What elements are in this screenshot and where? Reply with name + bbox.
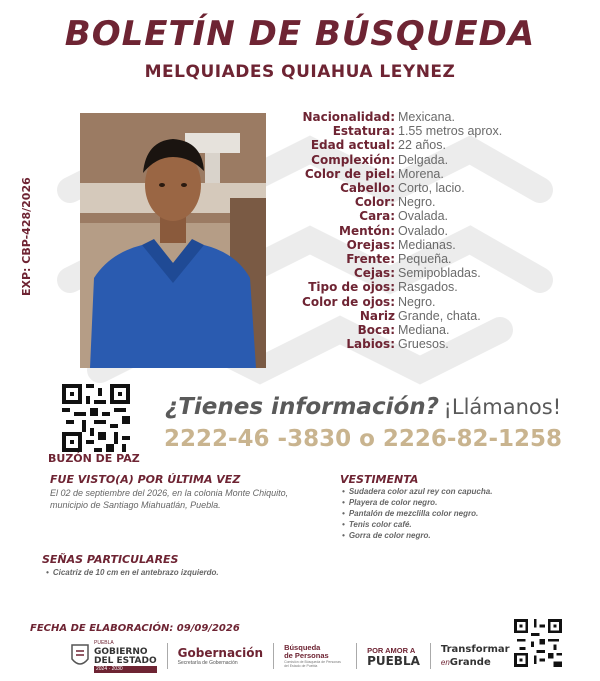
list-item: • Gorra de color negro.	[342, 530, 582, 541]
fact-label: Cara:	[359, 209, 395, 224]
info-question: ¿Tienes información?	[164, 394, 439, 420]
fact-value: Ovalado.	[398, 223, 449, 238]
fact-label: Nacionalidad:	[302, 110, 395, 124]
buzon-label: BUZÓN DE PAZ	[48, 452, 140, 465]
logo4-main: PUEBLA	[367, 654, 420, 668]
logo2-main: Gobernación	[177, 646, 264, 660]
missing-person-name: MELQUIADES QUIAHUA LEYNEZ	[144, 62, 456, 82]
list-item: • Playera de color negro.	[342, 497, 582, 508]
fact-label: Estatura:	[332, 124, 395, 139]
fact-label: Tipo de ojos:	[308, 280, 395, 295]
fact-label: Labios:	[346, 337, 395, 352]
fact-value: Rasgados.	[398, 280, 458, 295]
fact-label: Mentón:	[339, 223, 395, 238]
logo5-sub	[441, 655, 510, 668]
fact-row	[270, 167, 590, 181]
fact-row	[270, 153, 590, 167]
marks-list	[46, 567, 346, 578]
logo5-main: Transformar	[440, 644, 510, 655]
fact-row	[270, 280, 590, 294]
logo1-small: PUEBLA	[94, 640, 114, 646]
busqueda-personas-logo	[284, 644, 346, 668]
por-amor-puebla-logo	[367, 645, 420, 667]
fact-value: Negro.	[398, 294, 436, 309]
last-seen-heading: FUE VISTO(A) POR ÚLTIMA VEZ	[50, 473, 241, 486]
list-item: • Sudadera color azul rey con capucha.	[342, 486, 582, 497]
fact-row	[270, 209, 590, 223]
fact-value: Medianas.	[398, 237, 456, 252]
logo2-sub: Secretaría de Gobernación	[177, 660, 238, 666]
logo3-main: Búsqueda	[284, 643, 321, 652]
transformar-en-grande-logo	[441, 644, 510, 668]
fact-value: Semipobladas.	[398, 266, 481, 281]
fact-value: Mexicana.	[398, 110, 455, 124]
fact-row	[270, 181, 590, 195]
logo-divider	[273, 643, 274, 669]
fact-value: Negro.	[398, 195, 436, 210]
fact-row	[270, 195, 590, 209]
fact-label: Boca:	[357, 323, 395, 338]
fact-label: Cabello:	[340, 181, 395, 196]
fact-row	[270, 323, 590, 337]
last-seen-text: El 02 de septiembre del 2026, en la colonia Monte Chiquito, municipio de Santiago Miahuatlán, Puebla.	[50, 488, 289, 510]
logo4-top: POR AMOR A	[367, 646, 416, 655]
fact-row	[270, 124, 590, 138]
marks-heading: SEÑAS PARTICULARES	[42, 553, 179, 566]
logo-divider	[430, 643, 431, 669]
fact-row	[270, 266, 590, 280]
footer-logos	[70, 640, 510, 672]
fact-row	[270, 252, 590, 266]
clothing-list	[342, 486, 582, 541]
fact-value: Morena.	[398, 166, 444, 181]
fact-value: Pequeña.	[398, 252, 452, 267]
logo1-main1: GOBIERNO	[94, 647, 148, 657]
fact-value: Mediana.	[398, 323, 450, 338]
logo1-sub: 2024 · 2030	[94, 666, 157, 673]
list-item: • Cicatriz de 10 cm en el antebrazo izquierdo.	[46, 567, 346, 578]
fact-label: Color:	[354, 195, 395, 210]
fact-row	[270, 110, 590, 124]
logo3-main2: de Personas	[284, 651, 329, 660]
fact-label: Frente:	[346, 252, 395, 267]
fact-row	[270, 138, 590, 152]
call-us-text: ¡Llámanos!	[443, 395, 562, 419]
fact-label: Color de piel:	[304, 166, 395, 181]
logo-divider	[356, 643, 357, 669]
info-prompt	[138, 394, 588, 420]
logo5-sub1: en	[440, 658, 450, 667]
fact-row	[270, 238, 590, 252]
phone-numbers[interactable]: 2222-46 -3830 o 2226-82-1258	[163, 426, 563, 452]
fact-value: 1.55 metros aprox.	[398, 124, 503, 139]
state-seal-icon	[70, 643, 90, 669]
fact-label: Edad actual:	[310, 138, 395, 153]
bulletin-title: BOLETÍN DE BÚSQUEDA	[64, 14, 536, 54]
physical-description	[270, 110, 590, 351]
logo3-sub: Comisión de Búsqueda de Personas del Estado de Puebla	[284, 660, 341, 668]
clothing-heading: VESTIMENTA	[340, 473, 419, 486]
list-item: • Tenis color café.	[342, 519, 582, 530]
fact-label: Cejas:	[353, 266, 395, 281]
fact-value: Grande, chata.	[398, 308, 481, 323]
fact-label: Complexión:	[311, 152, 395, 167]
logo5-sub2: Grande	[449, 657, 491, 668]
fact-row	[270, 295, 590, 309]
qr-code-footer[interactable]	[514, 619, 562, 667]
fact-value: Gruesos.	[398, 337, 449, 352]
fact-row	[270, 337, 590, 351]
person-photo	[80, 113, 266, 368]
fact-value: Corto, lacio.	[398, 181, 465, 196]
fact-row	[270, 224, 590, 238]
logo1-main2: DEL ESTADO	[94, 656, 157, 666]
logo-divider	[167, 643, 168, 669]
fact-label: Color de ojos:	[302, 294, 395, 309]
elaboration-date: FECHA DE ELABORACIÓN: 09/09/2026	[30, 623, 240, 634]
fact-row	[270, 309, 590, 323]
fact-value: Ovalada.	[398, 209, 449, 224]
fact-value: Delgada.	[398, 152, 449, 167]
fact-label: Nariz	[359, 308, 395, 323]
fact-value: 22 años.	[398, 138, 446, 153]
gobierno-estado-logo	[70, 639, 157, 673]
fact-label: Orejas:	[346, 237, 395, 252]
list-item: • Pantalón de mezclilla color negro.	[342, 508, 582, 519]
file-number: EXP: CBP-428/2026	[20, 177, 33, 296]
gobernacion-logo	[178, 646, 263, 666]
qr-code-buzon[interactable]	[62, 384, 130, 452]
